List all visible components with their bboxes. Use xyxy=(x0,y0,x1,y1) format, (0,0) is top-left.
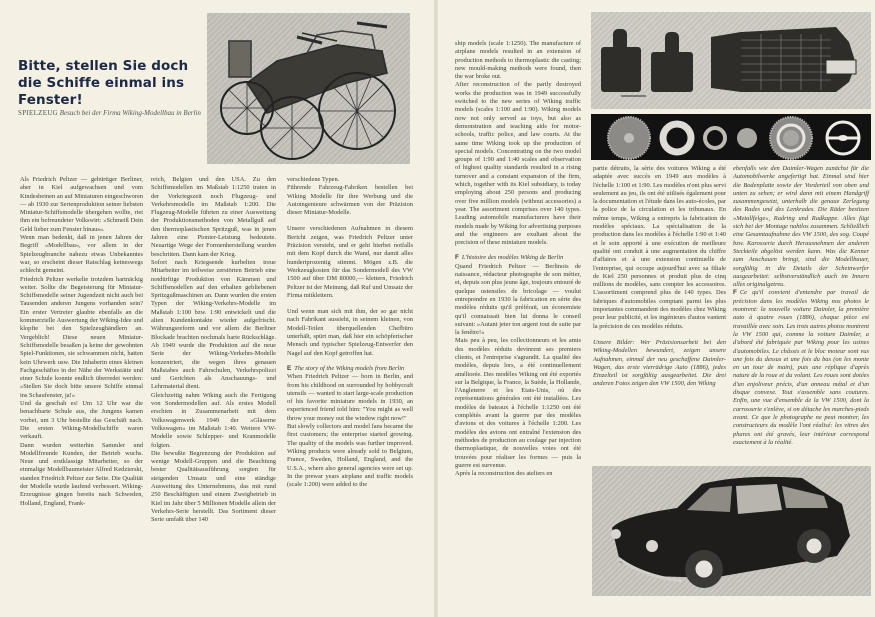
paragraph: ship models (scale 1:1250). The manufacture of airplane models resulted in an extension of production methods to thermoplastic die casting; new mould-making methods were found, then the war broke out. xyxy=(455,40,581,81)
language-marker-e: E xyxy=(287,364,292,372)
kicker-text: Besuch bei der Firma Wiking-Modellbau in Berlin xyxy=(59,109,201,117)
paragraph: Als Friedrich Peltzer — gebürtiger Berliner, aber in Kiel aufgewachsen und vom Kindesbeinen an auf Miniaturen eingeschworen — ab 1930 zur Serienproduktion seiner liebsten Miniatur-Schiffsmodelle übergehen wollte, riet ihm ein befreundeter Volkswirt: »Schmeiß Dein Geld lieber zum Fenster hinaus«. xyxy=(20,176,143,233)
paragraph: Wenn man bedenkt, daß in jenen Jahren der Begriff »Modellbau«, vor allem in der Spielzeugbranche nahezu etwas Unbekanntes war, so erscheint dieser Ratschlag keineswegs schlecht gemeint. xyxy=(20,234,143,275)
article-column-1 xyxy=(20,176,143,508)
paragraph: After reconstruction of the partly destroyed works the production was in 1949 successfully switched to the new series of Wiking traffic models (scales 1:100 and 1:90). Wiking models now not only served as toys, but also as demonstration and teaching aids for motor-schools, traffic police, and law courts. At the same time Wiking took up the production of special models. Concentrating on the two model groups of 1:90 and 1:40 scales and observation of highest quality standards resulted in a rising turnover and a constant expansion of the firm, which, together with its Kiel subsidiary, is today employing about 250 persons and producing over five million models (without accessories) a year. The assortment comprises over 140 types. Leading automobile manufacturers have their models made by Wiking for advertising purposes and the engineers are exultant about the precision of these miniature models. xyxy=(455,81,581,247)
paragraph: verschiedene Typen. xyxy=(287,176,340,183)
language-marker-f: F xyxy=(455,254,459,262)
paragraph: Sofort nach Kriegsende kurbelten treue Mitarbeiter im teilweise zerstörten Betrieb eine notdürftige Produktion von Kämmen und Schiffsmodellen auf den erhalten gebliebenen Spritzgußmaschinen an. Dann wurden die ersten Typen der Wiking-Verkehrs-Modelle im Maßstab 1:100 bzw. 1:90 entwickelt und die alten Kundenkontakte wieder aufgefrischt. Währungsreform und vor allem die Berliner Blockade brachten nochmals harte Rückschläge. Ab 1949 wurde die Produktion auf die neue Serie der Wiking-Verkehrs-Modelle konzentriert, die wegen ihres genauen Maßstabes auch Fahrschulen, Verkehrspolizei und Gerichten als Anschauungs- und Lehrmaterial dient. xyxy=(151,258,276,391)
article-column-5 xyxy=(593,165,726,389)
paragraph: Und da geschah es! Um 12 Uhr war die benachbarte Schule aus, die Jungens kamen vorbei, um 3 Uhr bestellte das Geschäft nach. Die ersten Wiking-Modellschiffe waren verkauft. xyxy=(20,400,143,441)
paragraph: Und wenn man sich mit ihm, der so gar nicht nach Fabrikant aussieht, in seinem kleinen, von Modell-Teilen überquellenden Chefbüro unterhält, spürt man, daß hier ein schöpferischer Mensch und typischer Spielzeug-Entwerfer den Nagel auf den Kopf getroffen hat. xyxy=(287,308,413,357)
parts-illustration xyxy=(591,12,871,109)
car-illustration xyxy=(592,466,871,596)
french-text: Ce qu'il convient d'entendre par travail de précision dans les modèles Wiking nos photos le montrent: la nouvelle voiture Daimler, la première auto à quatre roues (1886), chaque pièce est travaillée avec soin. Les trois autres photos montrent la VW 1500 qui, comme la voiture Daimler, a d'abord été fabriquée par Wiking pour les usines d'automobiles. Le châssis et le bloc moteur sont vus une fois du dessus et une fois du bas (on les monte en un tour de main), puis une réplique d'après nature de la roue et du volant. Les roues sont dotées d'un enjoliveur précis, d'un anneau métal et d'un disque convexe. Tout s'assemble sans coutures. Enfin, une vue d'ensemble de la VW 1500, dont la carrosserie s'enlève, si on détache les marches-pieds avant. Ce que le photographe ne peut montrer, les constructeurs du modèle l'ont réalisé: les vitres des phares ont été gravés, leur intérieur correspond exactement à la réalité. xyxy=(733,289,869,446)
french-paragraph xyxy=(733,289,869,447)
paragraph: Friedrich Peltzer werkelte trotzdem hartnäckig weiter. Sollte die Begeisterung für Miniatur-Schiffsmodelle seiner Jugendzeit nicht auch bei Tausenden anderen Jungens vorhanden sein? Ein erster Vertreter glaubte ebenfalls an die kommerzielle Auswertung der Wiking-Idee und klopfte bei den Spielzeughändlern an. Vergeblich! Diese neuen Miniatur-Schiffsmodelle besaßen ja keine der gewohnten Spiel-Funktionen, sie schwammen nicht, hatten kein Uhrwerk usw. Die Inhaberin eines kleinen Fachgeschäftes in der Nähe der Werkstätte und einer Schule konnte endlich überredet werden: »Stellen Sie doch bitte unsere Schiffe einmal ins Schaufenster, ja!« xyxy=(20,275,143,399)
article-kicker xyxy=(18,108,208,119)
paragraph: partie détruits, la série des voitures Wiking a été adaptée avec succès en 1949 aux modèles à l'échelle 1:100 et 1:90. Les modèles n'ont plus servi seulement au jeu, ils ont été utilisés également pour la documentation et l'étude dans les auto-écoles, par la police de la circulation et les tribunaux. En même temps, Wiking a entrepris la fabrication de modèles spéciaux. La spécialisation de la production dans les modèles à l'échelle 1:90 et 1:40 et le soin apporté à une exécution de meilleure qualité ont conduit à une augmentation du chiffre d'affaires et à une extension continuelle de l'entreprise, qui occupe aujourd'hui avec sa filiale de Kiel 250 personnes et produit plus de cinq millions de modèles, sans compter les accessoires. L'assortiment comprend plus de 140 types. Des fabriques d'automobiles comptant parmi les plus importantes commandent des modèles chez Wiking pour leur publicité, et les ingénieurs d'autos vantent la précision de ces modèles réduits. xyxy=(593,165,726,330)
paragraph: But slowly collectors and model fans became the first customers; the enterprise started growing. The quality of the models was further improved. Wiking products were already sold to Belgium, France, Sweden, Holland, England, and the U.S.A., where also general agencies were set up. In the prewar years airplane and traffic models (scale 1:200) were added to the xyxy=(287,423,413,489)
english-heading-text: The story of the Wiking models from Berlin xyxy=(294,364,405,372)
paragraph: Unsere verschiedenen Aufnahmen in diesem Bericht zeigen, was Friedrich Peltzer unter Präzision versteht, und er geht hierbei notfalls mit dem Kopf durch die Wand, nur damit alles hundertprozentig stimmt. Mögen z.B. die Werkzeugkosten für das Sondermodell des VW 1500 auf über DM 80000,— klettern, Friedrich Peltzer ist der Meinung, daß Ruf und Umsatz der Firma mitklettern. xyxy=(287,225,413,299)
paragraph: ebenfalls wie den Daimler-Wagen zunächst für die Automobilwerke angefertigt hat. Einmal sind hier die Bodenplatte sowie der Vorderteil von oben und unten zu sehen; er wird dann mit einem Handgriff zusammengesetzt, unterhalb die genaue Zerlegung des Rades und des Lenkrades. Die Räder besitzen »Metallfelge«, Radring und Radkappe. Alles fügt sich bei der Montage nahtlos zusammen. Schließlich eine Gesamtaufnahme des VW 1500, des sog. Coupé bzw. Karosserie durch Herausnehmen der anderen Steckteile abgelöst werden kann. Was die Kenner zum Anschauen bringt, sind die Modellbauer, sorgfältig in die Details der Scheinwerfer ausgearbeitet: selbstverständlich auch im Innern alles originalgetreu. xyxy=(733,165,869,289)
paragraph: Mais peu à peu, les collectionneurs et les amis des modèles réduits devinrent ses premiers clients, et l'entreprise s'agrandit. La qualité des modèles, depuis lors, a été continuellement améliorée. Des modèles Wiking ont été exportés sur la Belgique, la France, la Suède, la Hollande, l'Angleterre et les Etats-Unis, où des représentations générales ont été installées. Les modèles de bateaux à l'échelle 1:1250 ont été complétés avant la guerre par des modèles d'avions et des voitures à l'échelle 1:200. Les modèles des avions ont entraîné l'extension des méthodes de production au coulage par injection thermoplastique, de nouvelles voies ont été trouvées pour réaliser les formes — puis la guerre est survenue. xyxy=(455,337,581,469)
paragraph: Quand Friedrich Peltzer — Berlinois de naissance, rédacteur photographe de son métier, et, depuis son plus jeune âge, toujours entouré de quelque ustensiles de bricolage — voulut entreprendre en 1930 la fabrication en série des modèles réduits qu'il préférait, un économiste qu'il connaissait bien lui donna le conseil suivant: »Autant jeter ton argent tout de suite par la fenêtre!« xyxy=(455,262,581,337)
paragraph: Après la reconstruction des ateliers en xyxy=(455,470,553,478)
vw-1500-coupe-model-photo xyxy=(592,466,871,596)
french-heading-text: L'histoire des modèles Wiking de Berlin xyxy=(461,254,564,262)
language-marker-f: F xyxy=(733,289,737,297)
article-column-4 xyxy=(455,40,581,478)
model-parts-chassis-photo xyxy=(591,12,871,109)
article-column-2 xyxy=(151,176,276,524)
french-subheading xyxy=(455,254,581,262)
photo-caption: Unsere Bilder: Wer Präzisionsarbeit bei den Wiking-Modellen bewundert, zeigen unsere Aufnahmen, einmal der neu geschaffene Daimler-Wagen, das erste vierrädrige Auto (1886), jedes Einzelteil ist sorgfältig ausgearbeitet. Die drei anderen Fotos zeigen den VW 1500, den Wiking xyxy=(593,338,726,388)
article-column-6 xyxy=(733,165,869,447)
paragraph: Führende Fahrzeug-Fabriken bestellen bei Wiking Modelle für ihre Werbung und die Autoingenieure schwärmen von der Präzision dieser Miniatur-Modelle. xyxy=(287,184,413,217)
paragraph: Gleichzeitig nahm Wiking auch die Fertigung von Sondermodellen auf. Als erstes Modell erschien in Zusammenarbeit mit dem Volkswagenwerk 1949 der »Gläserne Volkswagen« im Maßstab 1:40. Weitere VW-Modelle sowie Schlepper- und Kranmodelle folgten. xyxy=(151,391,276,449)
antique-motor-carriage-model-photo xyxy=(207,13,410,164)
paragraph: Dann wurden weiterhin Sammler und Modellfreunde Kunden, der Betrieb wuchs. Neue und erstklassige Mitarbeiter, so der einmalige Modellbaumeister Alfred Kedzierski, standen Friedrich Peltzer zur Seite. Die Qualität der Modelle wurde laufend verbessert. Wiking-Erzeugnisse gingen bereits nach Schweden, Holland, England, Frank- xyxy=(20,441,143,507)
wheels-illustration xyxy=(591,114,871,160)
english-subheading xyxy=(287,365,413,373)
article-headline: Bitte, stellen Sie doch die Schiffe einmal ins Fenster! xyxy=(18,58,189,108)
paragraph: reich, Belgien und den USA. Zu den Schiffsmodellen im Maßstab 1:1250 traten in der Vorkriegszeit noch Flugzeug- und Verkehrsmodelle im Maßstab 1:200. Die Flugzeug-Modelle führten zu einer Ausweitung der Produktionsmethoden von Metallguß auf den thermoplastischen Spritzguß, was in jenen Jahren eine Pionier-Leistung bedeutete. Neuartige Wege der Formenherstellung wurden beschritten. Dann kam der Krieg. xyxy=(151,176,276,258)
carriage-illustration xyxy=(207,13,410,164)
article-column-3 xyxy=(287,176,413,489)
page-gutter xyxy=(434,0,438,617)
kicker-section: SPIELZEUG xyxy=(18,109,59,117)
paragraph: Die bewußte Begrenzung der Produktion auf wenige Modell-Gruppen und die Beachtung bester Qualitätsausführung sorgten für steigenden Umsatz und eine ständige Ausweitung des Unternehmens, das mit rund 250 Beschäftigten und einem Zweigbetrieb in Kiel im Jahr über 5 Millionen Modelle allein der Verkehrs-Serie herstellt. Das Sortiment dieser Serie umfaßt über 140 xyxy=(151,449,276,524)
model-wheels-photo xyxy=(591,114,871,160)
paragraph: When Friedrich Peltzer — born in Berlin, and from his childhood on surrounded by hobbycraft utensils — wanted to start large-scale production of his favorite miniature models in 1930, an experienced friend told him: "You might as well throw your money out the window right now!" xyxy=(287,373,413,422)
